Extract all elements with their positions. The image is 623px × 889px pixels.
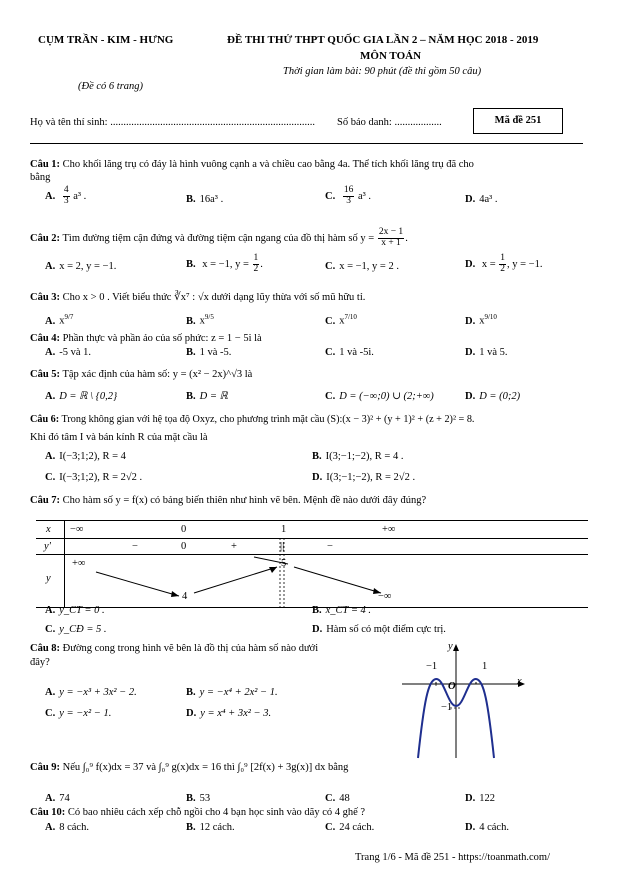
option-label: C. xyxy=(325,822,336,833)
option-label: D. xyxy=(312,472,323,483)
graph-origin-label: O xyxy=(448,681,456,692)
q9-option-c[interactable] xyxy=(325,793,350,806)
q8-option-b[interactable] xyxy=(186,687,278,700)
option-text: I(3;−1;−2), R = 2√2 . xyxy=(326,472,416,483)
option-label: A. xyxy=(45,190,56,202)
question-number: Câu 2: xyxy=(30,232,61,244)
question-3 xyxy=(30,292,365,305)
option-text: y = −x³ + 3x² − 2. xyxy=(59,687,137,698)
numerator: 1 xyxy=(253,253,259,263)
question-5 xyxy=(30,369,252,382)
q9-option-b[interactable] xyxy=(186,793,210,806)
option-text-tail: , y = −1. xyxy=(507,258,543,270)
q7-option-d[interactable] xyxy=(312,624,446,637)
question-number: Câu 10: xyxy=(30,807,66,818)
fraction xyxy=(378,228,404,249)
q9-option-d[interactable] xyxy=(465,793,495,806)
question-text: Cho hàm số y = f(x) có bảng biến thiên như hình vẽ bên. Mệnh đề nào dưới đây đúng? xyxy=(62,495,427,506)
q6-option-b[interactable] xyxy=(312,451,403,464)
question-9 xyxy=(30,762,348,775)
q3-option-b[interactable] xyxy=(186,313,214,328)
option-label: A. xyxy=(45,451,56,462)
exponent: 9/10 xyxy=(484,313,497,321)
option-tail: a³ . xyxy=(357,190,372,202)
option-label: A. xyxy=(45,793,56,804)
question-10 xyxy=(30,807,365,820)
q2-option-b[interactable]: B. x = −1, y = $\frac{1}{2}$ . xyxy=(186,253,263,274)
option-text: D = ℝ xyxy=(199,391,228,402)
option-text: y = x⁴ + 3x² − 3. xyxy=(200,708,272,719)
option-label: A. xyxy=(45,347,56,358)
q1-option-c[interactable] xyxy=(325,186,371,207)
q8-option-a[interactable] xyxy=(45,687,137,700)
q5-option-d[interactable] xyxy=(465,391,520,404)
q4-option-c[interactable] xyxy=(325,347,374,360)
option-label: B. xyxy=(186,822,196,833)
question-text: Tập xác định của hàm số: y = (x² − 2x)^√3 là xyxy=(62,369,253,380)
option-label: B. xyxy=(312,605,322,616)
bbt-y-pos-inf: +∞ xyxy=(72,558,86,569)
option-text: y = −x⁴ + 2x² − 1. xyxy=(199,687,278,698)
q2-option-d[interactable] xyxy=(465,254,542,275)
option-label: B. xyxy=(186,391,196,402)
option-text: x xyxy=(199,315,205,327)
q2-option-a[interactable] xyxy=(45,261,116,274)
option-text: 1 và 5. xyxy=(479,347,508,358)
q4-option-b[interactable] xyxy=(186,347,231,360)
graph-x-axis-label: x xyxy=(517,676,522,687)
fraction xyxy=(63,186,70,207)
q3-option-d[interactable] xyxy=(465,313,497,328)
numerator: 4 xyxy=(63,185,69,195)
option-label: A. xyxy=(45,687,56,698)
bbt-x-1: 1 xyxy=(281,524,287,535)
graph-y-axis-label: y xyxy=(448,641,453,652)
q5-option-b[interactable] xyxy=(186,391,228,404)
question-8-cont: đây? xyxy=(30,657,50,668)
subject: MÔN TOÁN xyxy=(360,50,422,62)
option-text: Hàm số có một điểm cực trị. xyxy=(326,624,446,635)
option-label: D. xyxy=(465,391,476,402)
pages-note: (Đề có 6 trang) xyxy=(78,81,144,92)
question-number: Câu 4: xyxy=(30,333,61,344)
graph-tick-y-neg1: −1 xyxy=(441,702,453,713)
q6-option-a[interactable] xyxy=(45,451,126,464)
option-text: D = (−∞;0) ∪ (2;+∞) xyxy=(339,391,434,402)
question-text: Trong không gian với hệ tọa độ Oxyz, cho phương trình mặt cầu (S):(x − 3)² + (y + 1)² + (z + 2)² = 8. xyxy=(61,414,475,425)
denominator: x + 1 xyxy=(381,237,401,248)
option-text: 1 và -5. xyxy=(199,347,232,358)
option-text: y_CĐ = 5 . xyxy=(59,624,107,635)
option-text: I(−3;1;2), R = 2√2 . xyxy=(59,472,143,483)
q10-option-c[interactable] xyxy=(325,822,374,835)
option-text: D = ℝ \ {0,2} xyxy=(59,391,118,402)
option-text: 16a³ . xyxy=(199,194,224,205)
denominator: 3 xyxy=(346,195,351,206)
question-text: Nếu ∫₀⁹ f(x)dx = 37 và ∫₀⁹ g(x)dx = 16 thì ∫₀⁹ [2f(x) + 3g(x)] dx bằng xyxy=(62,762,349,773)
q1-option-a[interactable] xyxy=(45,186,86,207)
question-2: Câu 2: Tìm đường tiệm cận đứng và đường tiệm cận ngang của đồ thị hàm số y = $\frac{2x - 1}{x + 1}$ . xyxy=(30,227,408,248)
option-text: x xyxy=(339,315,345,327)
graph-tick-neg1: −1 xyxy=(426,661,438,672)
option-text: 48 xyxy=(339,793,350,804)
option-text: x = −1, y = xyxy=(202,258,249,270)
option-label: D. xyxy=(465,347,476,358)
exam-code: Mã đề 251 xyxy=(494,115,542,126)
question-text: Có bao nhiêu cách xếp chỗ ngồi cho 4 bạn học sinh vào dãy có 4 ghế ? xyxy=(67,807,366,818)
q7-option-b[interactable] xyxy=(312,605,371,618)
option-label: D. xyxy=(465,793,476,804)
q10-option-d[interactable] xyxy=(465,822,509,835)
bbt-x-label: x xyxy=(46,524,51,535)
graph-tick-1: 1 xyxy=(482,661,488,672)
option-text: x xyxy=(59,315,65,327)
candidate-number-line: Số báo danh: .................. xyxy=(337,117,442,128)
q7-option-a[interactable] xyxy=(45,605,105,618)
bbt-sign-undefined: || xyxy=(280,541,285,552)
q6-option-c[interactable] xyxy=(45,472,142,485)
option-label: C. xyxy=(45,708,56,719)
option-label: C. xyxy=(45,624,56,635)
option-label: D. xyxy=(465,194,476,205)
exam-title: ĐỀ THI THỬ THPT QUỐC GIA LẦN 2 – NĂM HỌC 2018 - 2019 xyxy=(227,34,539,46)
denominator: 2 xyxy=(253,263,259,274)
function-graph xyxy=(398,642,528,760)
option-label: D. xyxy=(465,258,476,270)
fraction xyxy=(499,254,506,275)
question-7 xyxy=(30,495,426,508)
option-label: C. xyxy=(45,472,56,483)
q5-option-c[interactable] xyxy=(325,391,434,404)
option-text: D = (0;2) xyxy=(479,391,521,402)
option-label: B. xyxy=(186,315,196,327)
q8-option-d[interactable] xyxy=(186,708,271,721)
option-text: -5 và 1. xyxy=(59,347,92,358)
question-number: Câu 8: xyxy=(30,643,61,654)
option-text: 53 xyxy=(199,793,211,804)
option-label: A. xyxy=(45,391,56,402)
option-label: B. xyxy=(186,687,196,698)
option-label: C. xyxy=(325,315,336,327)
option-label: A. xyxy=(45,261,56,272)
question-number: Câu 7: xyxy=(30,495,61,506)
bbt-x-pos-inf: +∞ xyxy=(382,524,396,535)
numerator: 16 xyxy=(343,185,354,195)
option-label: B. xyxy=(312,451,322,462)
option-text: 4a³ . xyxy=(479,194,498,205)
option-label: D. xyxy=(465,315,476,327)
bbt-y-4: 4 xyxy=(182,591,188,602)
q2-option-c[interactable] xyxy=(325,261,399,274)
question-number: Câu 5: xyxy=(30,369,61,380)
q6-option-d[interactable] xyxy=(312,472,415,485)
question-6-cont: Khi đó tâm I và bán kính R của mặt cầu là xyxy=(30,432,208,443)
option-text: 1 và -5i. xyxy=(339,347,374,358)
header-divider xyxy=(30,143,583,144)
q3-option-a[interactable] xyxy=(45,313,73,328)
option-text: x = 2, y = −1. xyxy=(59,261,117,272)
q1-option-b[interactable] xyxy=(186,194,223,207)
option-text: I(−3;1;2), R = 4 xyxy=(59,451,126,462)
q7-option-c[interactable] xyxy=(45,624,107,637)
exponent: 9/5 xyxy=(204,313,214,321)
option-text: y_CT = 0 . xyxy=(59,605,105,616)
option-label: B. xyxy=(186,258,196,270)
question-text: Tìm đường tiệm cận đứng và đường tiệm cận ngang của đồ thị hàm số y = xyxy=(62,232,375,244)
q4-option-a[interactable] xyxy=(45,347,91,360)
option-tail: a³ . xyxy=(73,190,87,202)
option-label: A. xyxy=(45,605,56,616)
bbt-sign-1: − xyxy=(132,541,138,552)
option-text: 4 cách. xyxy=(479,822,509,833)
option-text: 74 xyxy=(59,793,70,804)
q9-option-a[interactable] xyxy=(45,793,70,806)
question-text: Đường cong trong hình vẽ bên là đồ thị của hàm số nào dưới xyxy=(62,643,319,654)
bbt-sign-3: − xyxy=(327,541,333,552)
option-text: y = −x² − 1. xyxy=(59,708,112,719)
question-number: Câu 9: xyxy=(30,762,61,773)
denominator: 2 xyxy=(500,263,506,274)
option-label: A. xyxy=(45,822,56,833)
option-label: C. xyxy=(325,391,336,402)
option-text: I(3;−1;−2), R = 4 . xyxy=(325,451,404,462)
question-text: Cho x > 0 . Viết biểu thức ∛x⁷ : √x dưới dạng lũy thừa với số mũ hữu tỉ. xyxy=(62,292,366,303)
candidate-name-line: Họ và tên thí sinh: .............................................................................. xyxy=(30,117,315,128)
q10-option-b[interactable] xyxy=(186,822,235,835)
option-text: 8 cách. xyxy=(59,822,89,833)
option-label: C. xyxy=(325,261,336,272)
q10-option-a[interactable] xyxy=(45,822,89,835)
question-number: Câu 6: xyxy=(30,414,60,425)
q3-option-c[interactable] xyxy=(325,313,357,328)
q5-option-a[interactable] xyxy=(45,391,117,404)
question-8 xyxy=(30,643,318,656)
bbt-yprime-label: y' xyxy=(44,541,51,552)
bbt-x-neg-inf: −∞ xyxy=(70,524,84,535)
q1-option-d[interactable] xyxy=(465,194,498,207)
q8-option-c[interactable] xyxy=(45,708,111,721)
variation-table xyxy=(36,520,588,608)
bbt-x-0: 0 xyxy=(181,524,187,535)
numerator: 1 xyxy=(500,253,506,263)
bbt-y-neg-inf: −∞ xyxy=(378,591,392,602)
page-footer: Trang 1/6 - Mã đề 251 - https://toanmath.com/ xyxy=(355,852,551,863)
option-label: A. xyxy=(45,315,56,327)
numerator: 2x − 1 xyxy=(378,227,404,237)
exponent: 9/7 xyxy=(64,313,74,321)
denominator: 3 xyxy=(63,195,69,206)
bbt-y-label: y xyxy=(46,573,51,584)
question-text: Phần thực và phần ảo của số phức: z = 1 − 5i là xyxy=(62,333,262,344)
q4-option-d[interactable] xyxy=(465,347,508,360)
question-6 xyxy=(30,414,474,426)
bbt-y-5: 5 xyxy=(281,558,287,569)
bbt-sign-2: + xyxy=(231,541,237,552)
bbt-sign-zero: 0 xyxy=(181,541,187,552)
exam-time: Thời gian làm bài: 90 phút (đề thi gồm 50 câu) xyxy=(283,66,482,77)
fraction xyxy=(253,254,260,275)
question-1 xyxy=(30,159,474,172)
school-name: CỤM TRẦN - KIM - HƯNG xyxy=(38,34,174,46)
question-number: Câu 3: xyxy=(30,292,61,303)
option-label: D. xyxy=(186,708,197,719)
option-label: B. xyxy=(186,347,196,358)
option-text: 122 xyxy=(479,793,495,804)
option-label: C. xyxy=(325,793,336,804)
option-label: C. xyxy=(325,347,336,358)
exponent: 7/10 xyxy=(344,313,357,321)
question-text: Cho khối lăng trụ có đáy là hình vuông cạnh a và chiều cao bằng 4a. Thể tích khối lăng trụ đã cho xyxy=(62,159,474,170)
option-text: 12 cách. xyxy=(199,822,235,833)
option-text: x xyxy=(479,315,485,327)
option-label: D. xyxy=(312,624,323,635)
question-4 xyxy=(30,333,262,346)
option-label: B. xyxy=(186,793,196,804)
option-text: x = xyxy=(481,258,496,270)
option-text: x = −1, y = 2 . xyxy=(339,261,399,272)
option-label: C. xyxy=(325,190,336,202)
question-number: Câu 1: xyxy=(30,159,61,170)
fraction xyxy=(343,186,355,207)
option-text: 24 cách. xyxy=(339,822,375,833)
question-1-cont: bằng xyxy=(30,172,51,183)
option-label: D. xyxy=(465,822,476,833)
option-text: x_CT = 4 . xyxy=(325,605,372,616)
option-label: B. xyxy=(186,194,196,205)
